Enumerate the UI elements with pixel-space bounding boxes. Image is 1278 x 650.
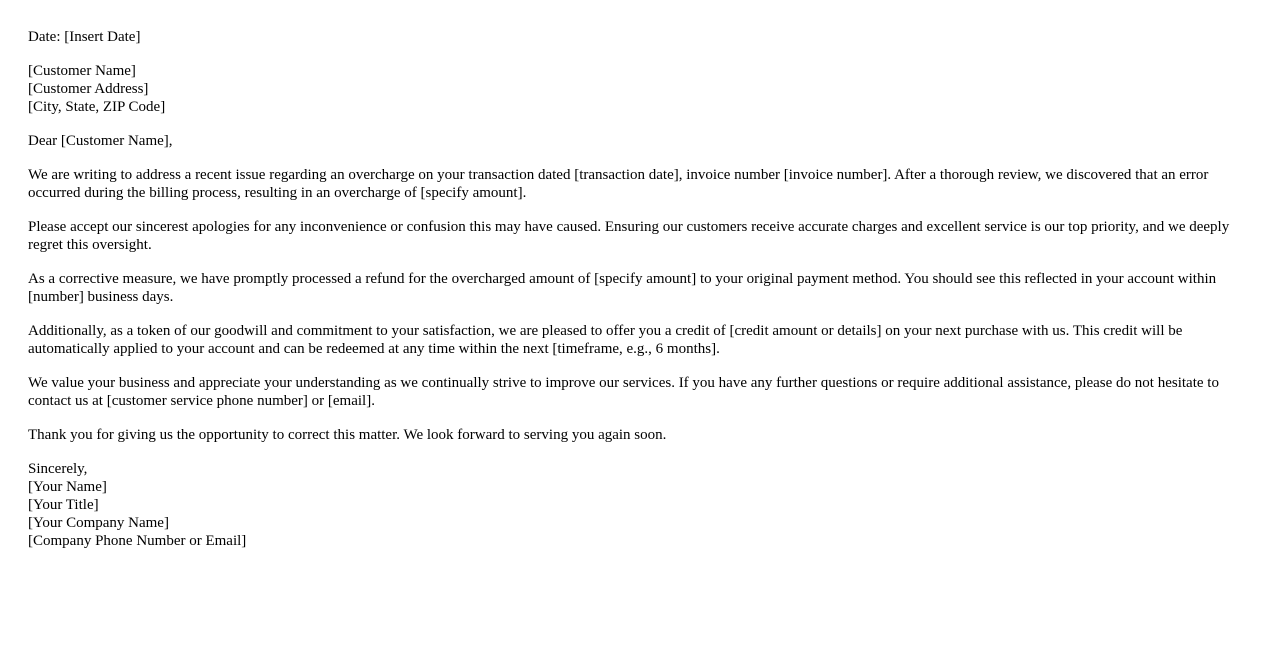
body-paragraph-refund: As a corrective measure, we have promptly processed a refund for the overcharged amount of [specify amount] to your original payment method. You should see this reflected in your account within [number] business days. (28, 271, 1217, 305)
recipient-city-state-zip: [City, State, ZIP Code] (28, 99, 166, 115)
recipient-name: [Customer Name] (28, 63, 136, 79)
letter-document (28, 28, 1244, 566)
body-paragraph-thanks: Thank you for giving us the opportunity to correct this matter. We look forward to serving you again soon. (28, 427, 667, 443)
recipient-address: [Customer Address] (28, 81, 149, 97)
body-paragraph-contact: We value your business and appreciate your understanding as we continually strive to improve our services. If you have any further questions or require additional assistance, please do not hesitate to contact us at [customer service phone number] or [email]. (28, 375, 1219, 409)
recipient-block (28, 62, 1244, 116)
body-paragraph-overcharge: We are writing to address a recent issue regarding an overcharge on your transaction dated [transaction date], invoice number [invoice number]. After a thorough review, we discovered that an error occurred during the billing process, resulting in an overcharge of [specify amount]. (28, 167, 1209, 201)
valediction: Sincerely, (28, 461, 88, 477)
company-name: [Your Company Name] (28, 515, 169, 531)
sender-name: [Your Name] (28, 479, 107, 495)
body-paragraph-credit: Additionally, as a token of our goodwill and commitment to your satisfaction, we are pleased to offer you a credit of [credit amount or details] on your next purchase with us. This credit will be automatically applied to your account and can be redeemed at any time within the next [timeframe, e.g., 6 months]. (28, 323, 1183, 357)
closing-block (28, 460, 1244, 550)
salutation: Dear [Customer Name], (28, 133, 173, 149)
sender-title: [Your Title] (28, 497, 99, 513)
company-contact: [Company Phone Number or Email] (28, 533, 247, 549)
date-line: Date: [Insert Date] (28, 29, 141, 45)
body-paragraph-apology: Please accept our sincerest apologies for any inconvenience or confusion this may have caused. Ensuring our customers receive accurate charges and excellent service is our top priority, and we deeply regret this oversight. (28, 219, 1230, 253)
